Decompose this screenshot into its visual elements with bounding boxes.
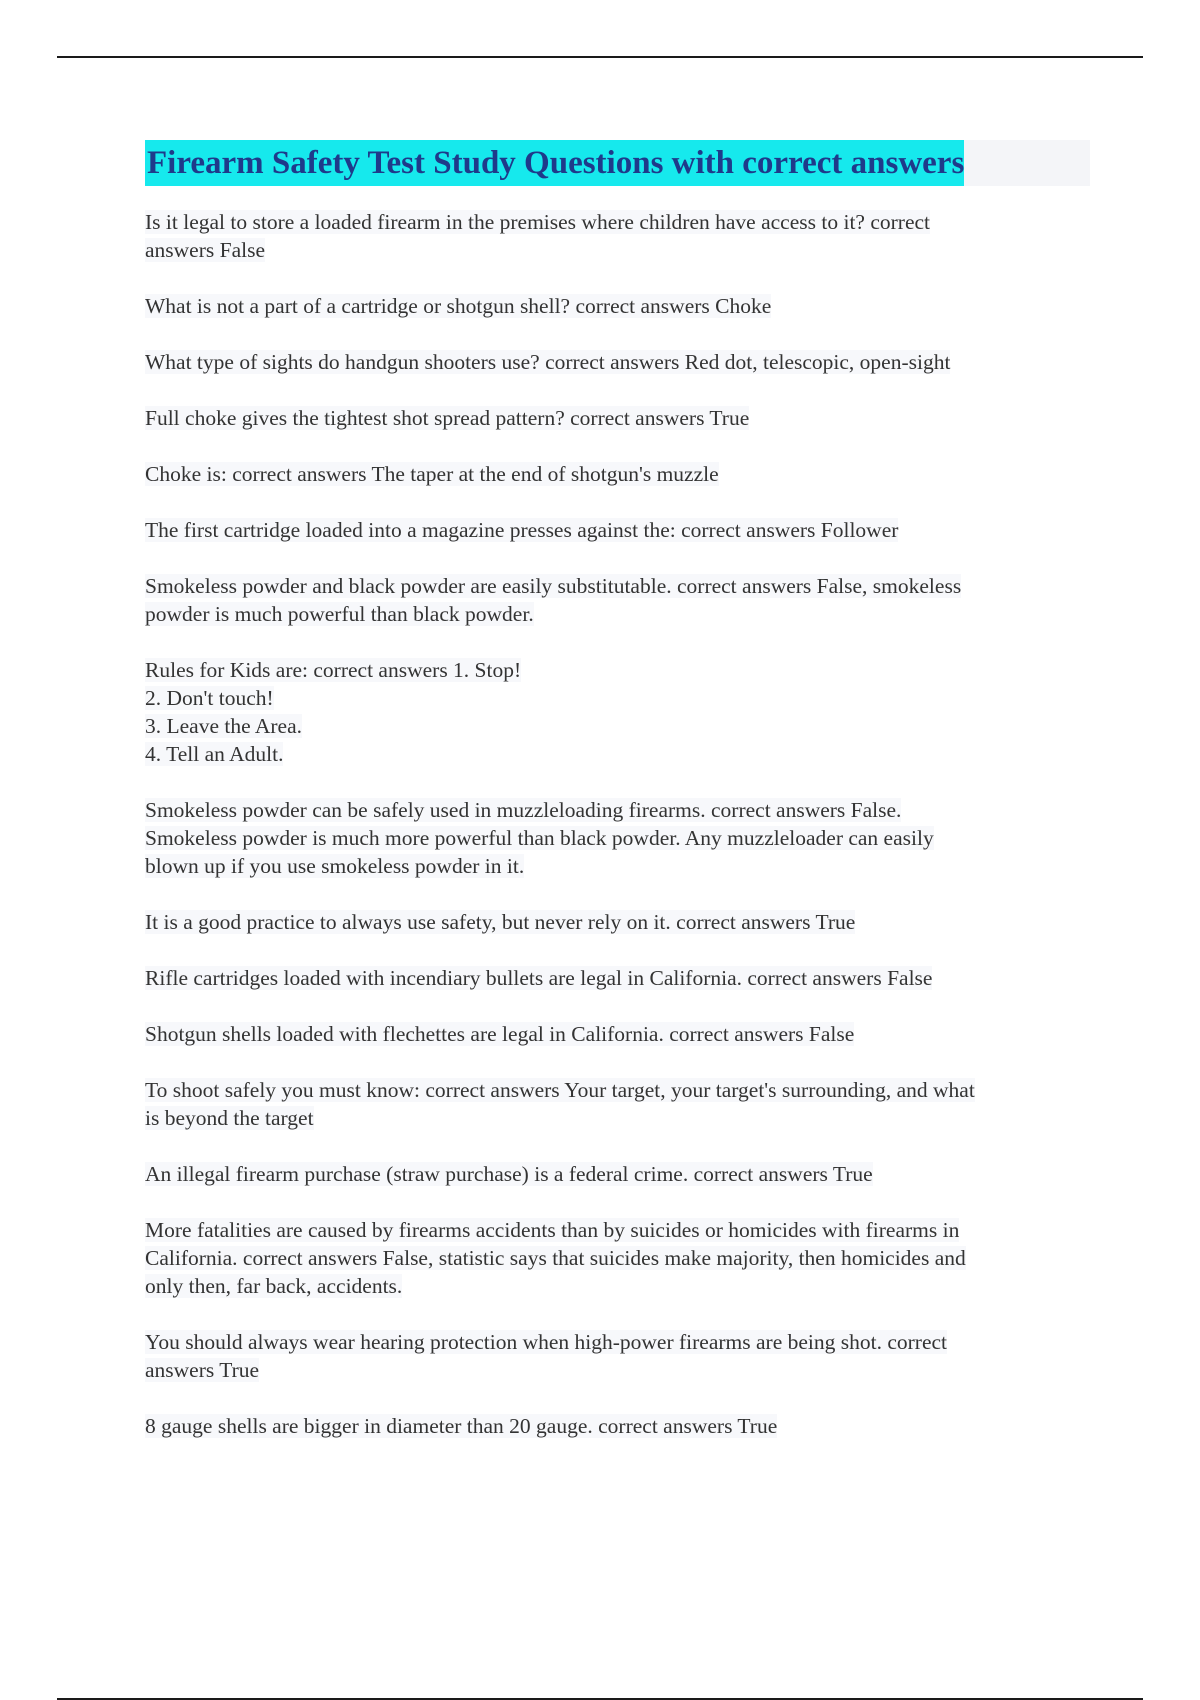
qa-text: Full choke gives the tightest shot spread pattern? correct answers True: [145, 406, 750, 430]
qa-item: [145, 964, 1095, 992]
title-band: [145, 140, 1090, 186]
qa-text: Is it legal to store a loaded firearm in the premises where children have access to it? correct answers False: [145, 210, 931, 262]
qa-item: [145, 292, 1095, 320]
qa-item: [145, 796, 1095, 880]
qa-text: What is not a part of a cartridge or shotgun shell? correct answers Choke: [145, 294, 772, 318]
qa-item: [145, 208, 1095, 264]
qa-text: Rules for Kids are: correct answers 1. Stop! 2. Don't touch! 3. Leave the Area. 4. Tell an Adult.: [145, 658, 522, 766]
qa-item: [145, 348, 1095, 376]
qa-item: [145, 1020, 1095, 1048]
qa-item: [145, 1216, 1095, 1300]
top-rule: [57, 56, 1143, 58]
document-title: Firearm Safety Test Study Questions with correct answers: [145, 140, 964, 186]
qa-item: [145, 1160, 1095, 1188]
qa-item: [145, 572, 1095, 628]
qa-item: [145, 1412, 1095, 1440]
qa-text: More fatalities are caused by firearms accidents than by suicides or homicides with firearms in California. correct answers False, statistic says that suicides make majority, then homicides and only then, far back, accidents.: [145, 1218, 966, 1298]
qa-item: [145, 460, 1095, 488]
qa-item: [145, 1076, 1095, 1132]
qa-text: Rifle cartridges loaded with incendiary bullets are legal in California. correct answers False: [145, 966, 933, 990]
qa-text: Choke is: correct answers The taper at the end of shotgun's muzzle: [145, 462, 719, 486]
document-content: [145, 140, 1095, 1468]
qa-text: Smokeless powder and black powder are easily substitutable. correct answers False, smokeless powder is much powerful than black powder.: [145, 574, 962, 626]
qa-text: It is a good practice to always use safety, but never rely on it. correct answers True: [145, 910, 856, 934]
qa-text: An illegal firearm purchase (straw purchase) is a federal crime. correct answers True: [145, 1162, 873, 1186]
qa-item: [145, 908, 1095, 936]
qa-text: You should always wear hearing protection when high-power firearms are being shot. correct answers True: [145, 1330, 948, 1382]
qa-text: What type of sights do handgun shooters use? correct answers Red dot, telescopic, open-sight: [145, 350, 951, 374]
qa-item: [145, 404, 1095, 432]
qa-item: [145, 1328, 1095, 1384]
qa-text: 8 gauge shells are bigger in diameter than 20 gauge. correct answers True: [145, 1414, 778, 1438]
qa-item: [145, 516, 1095, 544]
qa-item: [145, 656, 1095, 768]
qa-text: Smokeless powder can be safely used in muzzleloading firearms. correct answers False. Smokeless powder is much more powerful than black powder. Any muzzleloader can easily blown up if you use smokeless powder in it.: [145, 798, 934, 878]
qa-text: To shoot safely you must know: correct answers Your target, your target's surrounding, and what is beyond the target: [145, 1078, 975, 1130]
qa-text: The first cartridge loaded into a magazine presses against the: correct answers Follower: [145, 518, 899, 542]
qa-text: Shotgun shells loaded with flechettes are legal in California. correct answers False: [145, 1022, 855, 1046]
